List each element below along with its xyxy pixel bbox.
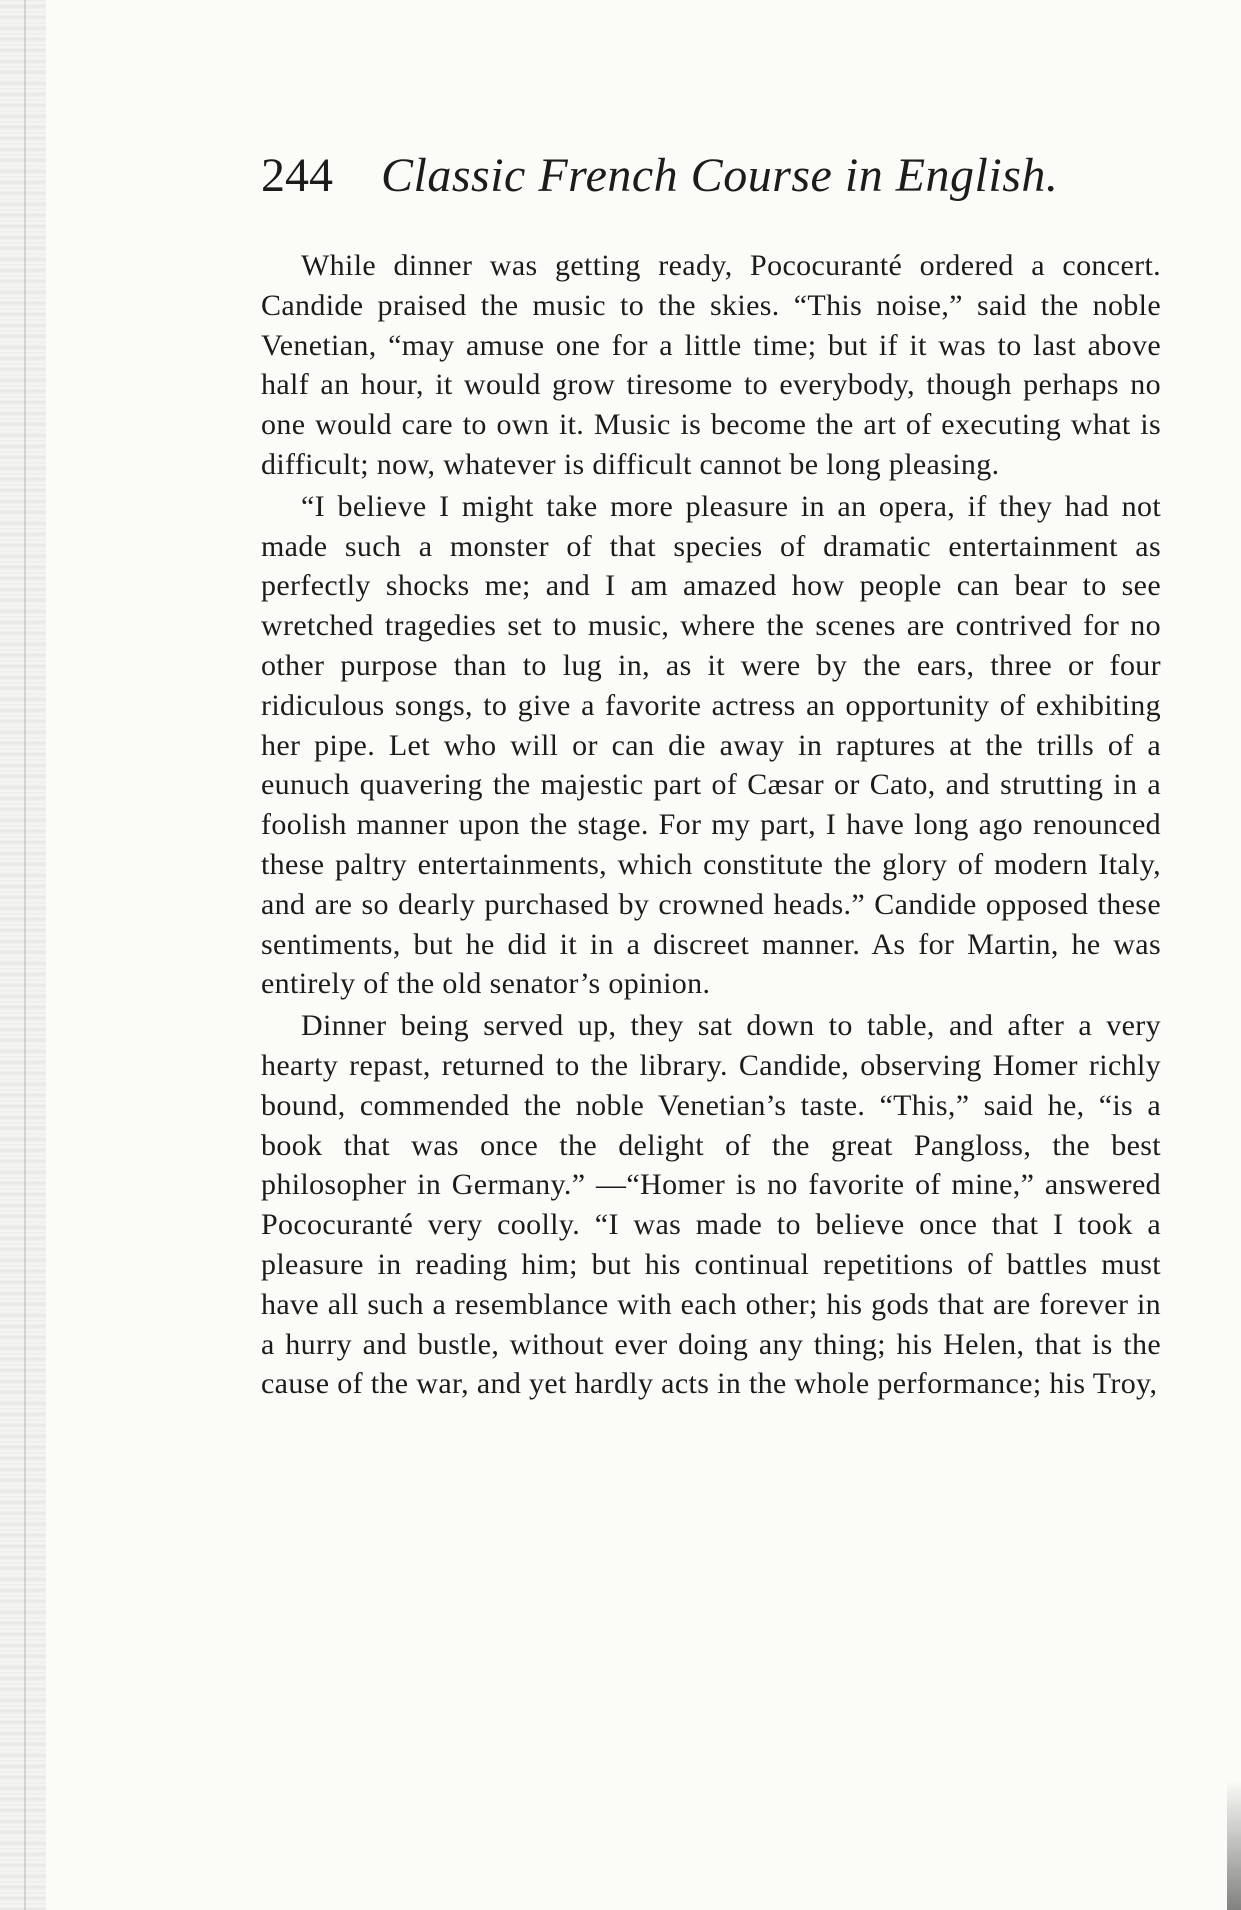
paragraph-concert: While dinner was getting ready, Pococuranté ordered a concert. Candide praised the music to the skies. “This noise,” said the noble Venetian, “may amuse one for a little time; but if it was to last above half an hour, it would grow tiresome to everybody, though perhaps no one would care to own it. Music is become the art of executing what is difficult; now, whatever is difficult cannot be long pleasing.: [261, 249, 1161, 481]
scan-binding-edge: [0, 0, 46, 1910]
paragraph-homer: Dinner being served up, they sat down to table, and after a very hearty repast, returned to the library. Candide, observing Homer richly bound, commended the noble Venetian’s taste. “This,” said he, “is a book that was once the delight of the great Pangloss, the best philosopher in Germany.” —“Homer is no favorite of mine,” answered Pococuranté very coolly. “I was made to believe once that I took a pleasure in reading him; but his continual repetitions of battles must have all such a resemblance with each other; his gods that are forever in a hurry and bustle, without ever doing any thing; his Helen, that is the cause of the war, and yet hardly acts in the whole performance; his Troy,: [261, 1009, 1161, 1401]
page-number: 244: [261, 149, 333, 202]
running-header: [261, 150, 1161, 202]
running-title: Classic French Course in English.: [381, 149, 1059, 202]
book-page: [261, 150, 1161, 1406]
paragraph-opera: “I believe I might take more pleasure in an opera, if they had not made such a monster of that species of dramatic entertainment as perfectly shocks me; and I am amazed how people can bear to see wretched tragedies set to music, where the scenes are contrived for no other purpose than to lug in, as it were by the ears, three or four ridiculous songs, to give a favorite actress an opportunity of exhibiting her pipe. Let who will or can die away in raptures at the trills of a eunuch quavering the majestic part of Cæsar or Cato, and strutting in a foolish manner upon the stage. For my part, I have long ago renounced these paltry entertainments, which constitute the glory of modern Italy, and are so dearly purchased by crowned heads.” Candide opposed these sentiments, but he did it in a discreet manner. As for Martin, he was entirely of the old senator’s opinion.: [261, 489, 1161, 1001]
body-text: [261, 246, 1161, 1404]
scan-page-edge: [1227, 1780, 1241, 1910]
